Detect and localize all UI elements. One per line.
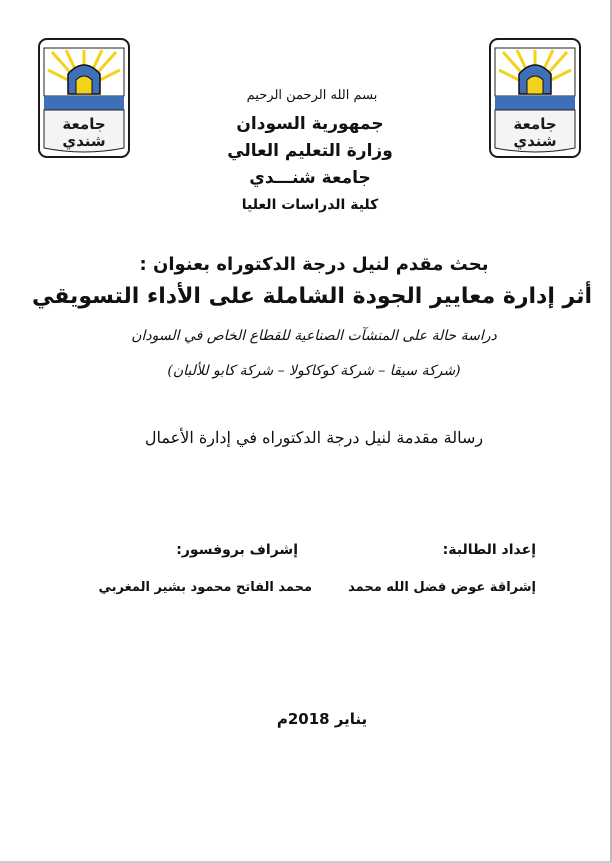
republic-name: جمهورية السودان	[236, 114, 384, 134]
research-subtitle-companies: (شركة سيقا – شركة كوكاكولا – شركة كابو للألبان)	[167, 363, 461, 379]
student-name: إشراقة عوض فضل الله محمد	[348, 580, 536, 595]
college-name: كلية الدراسات العليا	[241, 197, 379, 213]
research-title: أثر إدارة معايير الجودة الشاملة على الأداء التسويقي	[31, 284, 593, 309]
submission-date: يناير 2018م	[276, 710, 368, 728]
research-subtitle-case: دراسة حالة على المنشآت الصناعية للقطاع الخاص في السودان	[131, 328, 497, 344]
logo-text-line2: شندي	[513, 132, 557, 150]
logo-text-line1: جامعة	[62, 115, 106, 133]
university-name: جامعة شنـــدي	[249, 168, 371, 188]
research-intro: بحث مقدم لنيل درجة الدكتوراه بعنوان :	[139, 254, 489, 275]
basmala: بسم الله الرحمن الرحيم	[246, 88, 378, 103]
supervisor-name: محمد الفاتح محمود بشير المغربي	[98, 580, 312, 595]
logo-text-line2: شندي	[62, 132, 106, 150]
supervisor-label: إشراف بروفسور:	[176, 542, 298, 558]
logo-text-line1: جامعة	[513, 115, 557, 133]
ministry-name: وزارة التعليم العالي	[227, 141, 393, 161]
prepared-by-label: إعداد الطالبة:	[442, 542, 536, 558]
thesis-statement: رسالة مقدمة لنيل درجة الدكتوراه في إدارة الأعمال	[144, 428, 484, 447]
